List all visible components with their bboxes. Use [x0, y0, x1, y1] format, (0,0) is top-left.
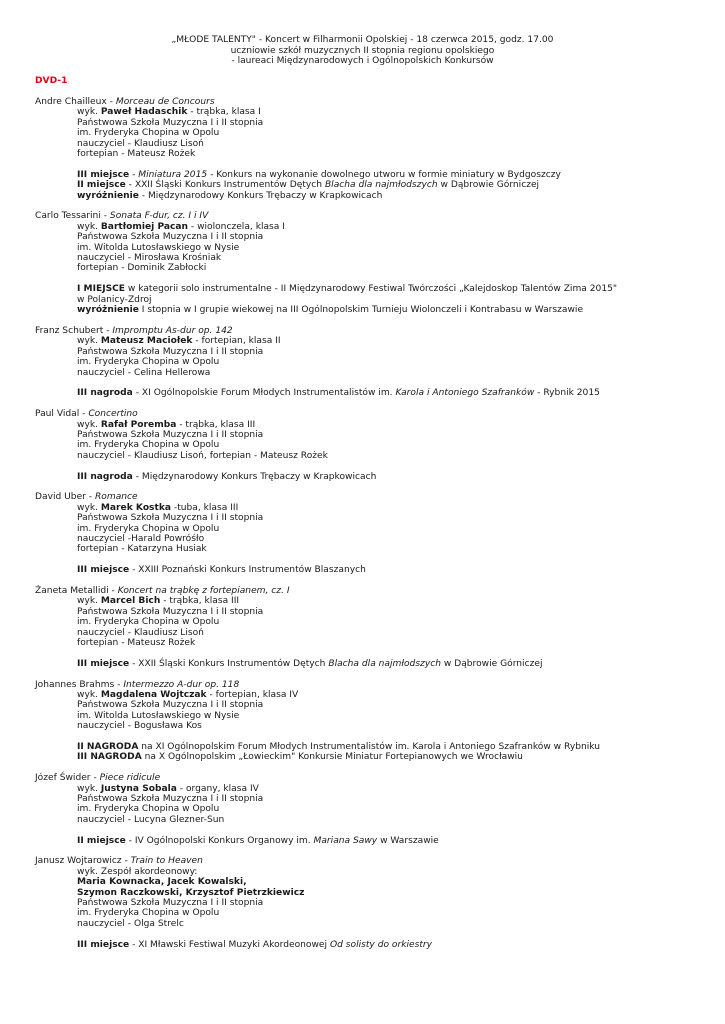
award-line [77, 659, 715, 669]
program-entry [35, 773, 715, 846]
composer-line [35, 492, 715, 502]
performer-instrument: - fortepian, klasa II [192, 336, 281, 347]
award-label: III nagroda [77, 388, 133, 399]
award-text: w kategorii solo instrumentalne - II Międzynarodowy Festiwal Twórczości „Kalejdoskop Talentów Zima 2015" [125, 284, 618, 295]
composer-name: Janusz Wojtarowicz - [35, 856, 131, 867]
composer-line [35, 586, 715, 596]
program-entry [35, 492, 715, 575]
work-title: Piece ridicule [99, 773, 161, 784]
award-label: III miejsce [77, 939, 130, 950]
program-entry [35, 586, 715, 669]
member-name: Jacek Kowalski [167, 877, 244, 888]
member-separator: , [160, 877, 168, 888]
performer-line [77, 420, 715, 430]
awards-block [35, 940, 715, 950]
school-patron-line: im. Fryderyka Chopina w Opolu [77, 440, 220, 451]
awards-block [35, 836, 715, 846]
award-text-end: w Warszawie [377, 835, 439, 846]
performer-prefix: wyk. [77, 107, 101, 118]
award-italic: Mariana Sawy [313, 835, 378, 846]
composer-line [35, 97, 715, 107]
performer-instrument: - trąbka, klasa III [176, 419, 256, 430]
performer-name: Marek Kostka [100, 502, 172, 513]
award-italic: Karola i Antoniego Szafranków [395, 388, 535, 399]
teacher-line: nauczyciel - Klaudiusz Lisoń, fortepian - Mateusz Rożek [77, 450, 328, 461]
award-line [77, 191, 715, 201]
member-separator: , [179, 887, 186, 898]
award-line [77, 752, 715, 762]
program-entry [35, 211, 715, 315]
header-line-3: - laureaci Międzynarodowych i Ogólnopolskich Konkursów [231, 56, 494, 66]
school-line: Państwowa Szkoła Muzyczna I i II stopnia [77, 117, 264, 128]
work-title: Impromptu As-dur op. 142 [112, 325, 233, 336]
program-entry [35, 409, 715, 482]
awards-block [35, 565, 715, 575]
school-line: Państwowa Szkoła Muzyczna I i II stopnia [77, 606, 264, 617]
performer-instrument: - trąbka, klasa III [160, 596, 240, 607]
performer-prefix: wyk. [77, 221, 101, 232]
performer-prefix: wyk. [77, 419, 101, 430]
member-name: Maria Kownacka [77, 877, 161, 888]
award-text: - IV Ogólnopolski Konkurs Organowy im. [125, 835, 314, 846]
award-label: III miejsce [77, 169, 130, 180]
composer-line [35, 773, 715, 783]
performer-details [35, 596, 715, 648]
award-label: III NAGRODA [77, 752, 142, 763]
composer-line [35, 326, 715, 336]
school-patron-line: im. Fryderyka Chopina w Opolu [77, 128, 220, 139]
performer-name: Rafał Poremba [100, 419, 177, 430]
performer-details [35, 222, 715, 274]
awards-block [35, 284, 715, 315]
performer-prefix: wyk. [77, 336, 101, 347]
composer-name: Johannes Brahms - [35, 679, 124, 690]
award-line [77, 388, 715, 398]
award-label: III nagroda [77, 471, 133, 482]
award-label: wyróżnienie [77, 305, 139, 316]
award-text: - XXII Śląski Konkurs Instrumentów Dętych [125, 180, 325, 191]
composer-name: Józef Świder - [35, 773, 100, 784]
performer-details [35, 420, 715, 462]
teacher-line: nauczyciel - Olga Strelc [77, 918, 184, 929]
performer-details [35, 107, 715, 159]
work-title: Sonata F-dur, cz. I i IV [109, 211, 209, 222]
accompanist-line: fortepian - Katarzyna Husiak [77, 544, 207, 555]
award-line [77, 180, 715, 190]
award-label: II NAGRODA [77, 741, 139, 752]
performer-prefix: wyk. [77, 689, 101, 700]
performer-line [77, 336, 715, 346]
composer-name: Paul Vidal - [35, 409, 89, 420]
work-title: Intermezzo A-dur op. 118 [123, 679, 240, 690]
work-title: Romance [94, 492, 138, 503]
award-line [77, 565, 715, 575]
performer-line [77, 503, 715, 513]
school-line: Państwowa Szkoła Muzyczna I i II stopnia [77, 232, 264, 243]
award-label: II miejsce [77, 835, 126, 846]
award-text: w Polanicy-Zdroj [77, 294, 152, 305]
performer-details [35, 867, 715, 929]
performer-details [35, 784, 715, 826]
program-list [35, 97, 715, 960]
award-line [77, 836, 715, 846]
ensemble-line: wyk. Zespół akordeonowy: [77, 866, 198, 877]
award-text: - [129, 169, 139, 180]
performer-name: Bartłomiej Pacan [100, 221, 188, 232]
award-italic: Blacha dla najmłodszych [328, 658, 441, 669]
dvd-label: DVD-1 [35, 76, 68, 86]
award-text: - XXIII Poznański Konkurs Instrumentów Blaszanych [129, 565, 366, 576]
teacher-line: nauczyciel -Harald Powróśło [77, 533, 205, 544]
performer-instrument: - trąbka, klasa I [187, 107, 261, 118]
performer-line [77, 784, 715, 794]
school-patron-line: im. Fryderyka Chopina w Opolu [77, 908, 220, 919]
performer-instrument: -tuba, klasa III [171, 502, 239, 513]
performer-details [35, 336, 715, 378]
performer-instrument: - wiolonczela, klasa I [188, 221, 285, 232]
award-text: - XXII Śląski Konkurs Instrumentów Dętych [129, 658, 329, 669]
award-text: - XI Ogólnopolskie Forum Młodych Instrumentalistów im. [132, 388, 396, 399]
composer-name: David Uber - [35, 492, 95, 503]
award-label: III miejsce [77, 565, 130, 576]
performer-line [77, 107, 715, 117]
performer-details [35, 503, 715, 555]
document-header [0, 35, 725, 67]
school-patron-line: im. Fryderyka Chopina w Opolu [77, 523, 220, 534]
award-text: - Międzynarodowy Konkurs Trębaczy w Krapkowicach [132, 471, 377, 482]
award-line [77, 170, 715, 180]
award-text-end: w Dąbrowie Górniczej [437, 180, 540, 191]
composer-name: Andre Chailleux - [35, 97, 116, 107]
school-line: Państwowa Szkoła Muzyczna I i II stopnia [77, 513, 264, 524]
school-patron-line: im. Fryderyka Chopina w Opolu [77, 617, 220, 628]
teacher-line: nauczyciel - Lucyna Glezner-Sun [77, 814, 225, 825]
work-title: Koncert na trąbkę z fortepianem, cz. I [117, 585, 290, 596]
performer-details [35, 690, 715, 732]
performer-instrument: - organy, klasa IV [176, 783, 259, 794]
teacher-line: nauczyciel - Klaudiusz Lisoń [77, 138, 204, 149]
award-line [77, 295, 715, 305]
performer-name: Marcel Bich [100, 596, 161, 607]
composer-name: Carlo Tessarini - [35, 211, 110, 222]
program-entry [35, 680, 715, 763]
performer-name: Mateusz Maciołek [100, 336, 193, 347]
award-italic: Miniatura 2015 [138, 169, 208, 180]
award-text: - XI Mławski Festiwal Muzyki Akordeonowej [129, 939, 330, 950]
award-label: III miejsce [77, 658, 130, 669]
member-name: Krzysztof Pietrzkiewicz [185, 887, 305, 898]
awards-block [35, 659, 715, 669]
program-entry [35, 97, 715, 201]
awards-block [35, 388, 715, 398]
performer-instrument: - fortepian, klasa IV [206, 689, 299, 700]
school-line: Państwowa Szkoła Muzyczna I i II stopnia [77, 794, 264, 804]
awards-block [35, 742, 715, 763]
school-patron-line: im. Fryderyka Chopina w Opolu [77, 357, 220, 368]
composer-name: Franz Schubert - [35, 325, 113, 336]
composer-line [35, 211, 715, 221]
award-label: wyróżnienie [77, 190, 139, 201]
program-entry [35, 856, 715, 950]
composer-line [35, 856, 715, 866]
performer-prefix: wyk. [77, 783, 101, 794]
school-patron-line: im. Witolda Lutosławskiego w Nysie [77, 242, 240, 253]
award-italic: Od solisty do orkiestry [329, 939, 433, 950]
award-text-end: - Rybnik 2015 [534, 388, 600, 399]
award-text-end: w Dąbrowie Górniczej [440, 658, 543, 669]
performer-prefix: wyk. [77, 502, 101, 513]
school-line: Państwowa Szkoła Muzyczna I i II stopnia [77, 429, 264, 440]
award-text: I stopnia w I grupie wiekowej na III Ogólnopolskim Turnieju Wiolonczeli i Kontrabasu w Warszawie [138, 305, 584, 316]
performer-line [77, 222, 715, 232]
award-text: na X Ogólnopolskim „Łowieckim" Konkursie Miniatur Fortepianowych we Wrocławiu [141, 752, 523, 763]
accompanist-line: fortepian - Mateusz Rożek [77, 637, 196, 648]
performer-line [77, 596, 715, 606]
teacher-line: nauczyciel - Bogusława Kos [77, 721, 202, 732]
award-line [77, 742, 715, 752]
awards-block [35, 472, 715, 482]
member-name: Szymon Raczkowski [77, 887, 179, 898]
work-title: Train to Heaven [130, 856, 203, 867]
school-patron-line: im. Witolda Lutosławskiego w Nysie [77, 710, 240, 721]
teacher-line: nauczyciel - Klaudiusz Lisoń [77, 627, 204, 638]
teacher-line: nauczyciel - Mirosława Krośniak [77, 253, 222, 264]
header-line-1: „MŁODE TALENTY" - Koncert w Filharmonii Opolskiej - 18 czerwca 2015, godz. 17.00 [171, 35, 554, 45]
ensemble-members-line [77, 888, 715, 898]
award-line [77, 472, 715, 482]
award-label: I MIEJSCE [77, 284, 126, 295]
composer-line [35, 680, 715, 690]
school-line: Państwowa Szkoła Muzyczna I i II stopnia [77, 898, 264, 909]
accompanist-line: fortepian - Mateusz Rożek [77, 149, 196, 160]
award-text: na XI Ogólnopolskim Forum Młodych Instrumentalistów im. Karola i Antoniego Szafranków w Rybniku [138, 741, 601, 752]
school-patron-line: im. Fryderyka Chopina w Opolu [77, 804, 220, 815]
award-label: II miejsce [77, 180, 126, 191]
composer-name: Żaneta Metallidi - [35, 585, 118, 596]
work-title: Concertino [88, 409, 138, 420]
performer-name: Magdalena Wojtczak [100, 689, 207, 700]
header-line-2: uczniowie szkół muzycznych II stopnia regionu opolskiego [230, 45, 495, 56]
performer-name: Justyna Sobala [100, 783, 177, 794]
ensemble-members-line [77, 877, 715, 887]
program-entry [35, 326, 715, 399]
awards-block [35, 170, 715, 201]
performer-prefix: wyk. [77, 596, 101, 607]
award-line [77, 940, 715, 950]
award-italic: Blacha dla najmłodszych [324, 180, 438, 191]
award-text: - Międzynarodowy Konkurs Trębaczy w Krapkowicach [138, 190, 383, 201]
composer-line [35, 409, 715, 419]
award-line [77, 284, 715, 294]
performer-line [77, 690, 715, 700]
accompanist-line: fortepian - Dominik Zabłocki [77, 263, 207, 274]
member-separator: , [243, 877, 247, 888]
work-title: Morceau de Concours [115, 97, 215, 107]
school-line: Państwowa Szkoła Muzyczna I i II stopnia [77, 700, 264, 711]
award-text-end: - Konkurs na wykonanie dowolnego utworu w formie miniatury w Bydgoszczy [207, 169, 561, 180]
teacher-line: nauczyciel - Celina Hellerowa [77, 367, 211, 378]
school-line: Państwowa Szkoła Muzyczna I i II stopnia [77, 346, 264, 357]
award-line [77, 305, 715, 315]
performer-name: Paweł Hadaschik [100, 107, 188, 118]
